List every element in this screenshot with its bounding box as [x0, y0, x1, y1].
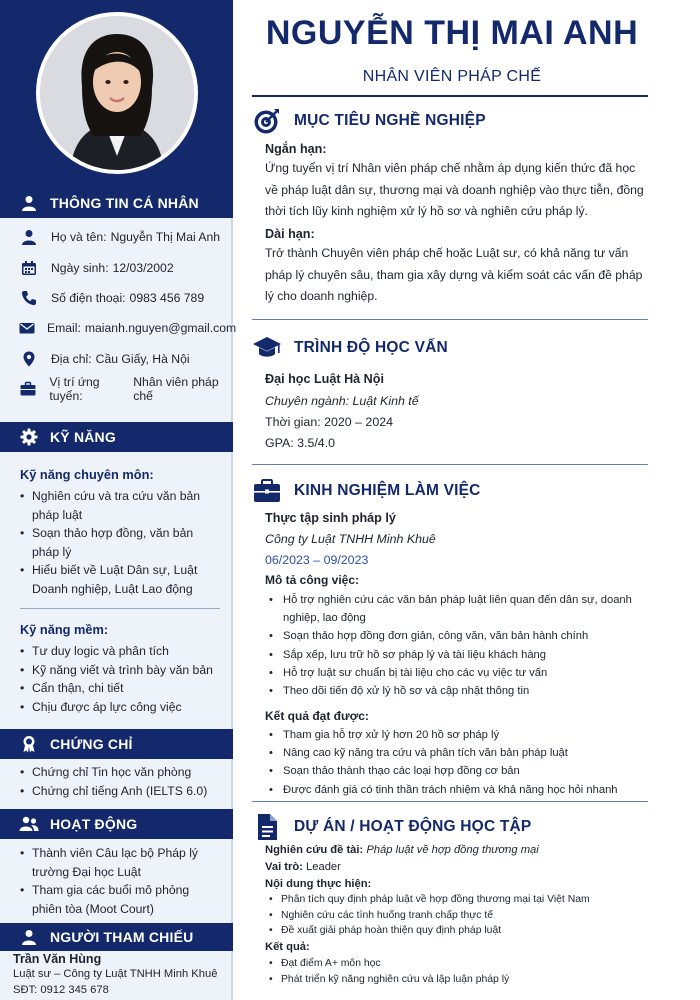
job-role: Thực tập sinh pháp lý	[265, 511, 396, 525]
major: Chuyên ngành: Luật Kinh tế	[265, 394, 419, 408]
list-item: • Chứng chỉ tiếng Anh (IELTS 6.0)	[20, 782, 220, 801]
info-row-phone: Số điện thoại: 0983 456 789	[0, 283, 233, 313]
list-item: • Hỗ trợ nghiên cứu các văn bản pháp luật liên quan đến dân sự, doanh nghiệp, lao động	[265, 591, 645, 627]
user-icon	[18, 926, 40, 948]
reference-name: Trần Văn Hùng	[13, 952, 102, 966]
list-item: • Hỗ trợ luật sư chuẩn bị tài liệu cho các vụ việc tư vấn	[265, 664, 645, 682]
job-desc-title: Mô tả công việc:	[265, 573, 360, 587]
sidebar	[0, 0, 237, 1000]
job-results-list	[265, 726, 645, 799]
list-item: • Tư duy logic và phân tích	[20, 642, 220, 661]
reference-phone: SĐT: 0912 345 678	[13, 984, 109, 996]
list-item: • Chịu được áp lực công việc	[20, 698, 220, 717]
info-row-position: Vị trí ứng tuyển: Nhân viên pháp chế	[0, 374, 233, 404]
graduation-cap-icon	[252, 333, 282, 363]
briefcase-icon	[252, 476, 282, 506]
list-item: • Đề xuất giải pháp hoàn thiện quy định pháp luật	[265, 923, 645, 939]
target-icon	[252, 106, 282, 136]
list-item: • Được đánh giá có tinh thần trách nhiệm và khả năng học hỏi nhanh	[265, 781, 645, 799]
soft-skills-title: Kỹ năng mềm:	[20, 622, 109, 637]
location-icon	[19, 349, 39, 369]
document-icon	[252, 812, 282, 842]
education-header: TRÌNH ĐỘ HỌC VẤN	[252, 333, 448, 363]
info-row-address: Địa chỉ: Cầu Giấy, Hà Nội	[0, 344, 233, 374]
avatar	[36, 12, 198, 174]
sidebar-photo-panel	[0, 0, 233, 188]
list-item: • Kỹ năng viết và trình bày văn bản	[20, 661, 220, 680]
award-icon	[18, 733, 40, 755]
objective-header: MỤC TIÊU NGHỀ NGHIỆP	[252, 106, 486, 136]
phone-icon	[19, 288, 39, 308]
project-result-list	[265, 956, 645, 987]
list-item: • Soạn thảo hợp đồng đơn giản, công văn, văn bản hành chính	[265, 627, 645, 645]
reference-header: NGƯỜI THAM CHIẾU	[0, 923, 233, 951]
personal-info-header: THÔNG TIN CÁ NHÂN	[0, 188, 233, 218]
list-item: • Phát triển kỹ năng nghiên cứu và lập luận pháp lý	[265, 972, 645, 988]
hard-skills-list	[20, 487, 220, 599]
list-item: • Đạt điểm A+ môn học	[265, 956, 645, 972]
divider	[252, 95, 648, 97]
project-role: Vai trò: Leader	[265, 861, 341, 873]
job-desc-list	[265, 591, 645, 700]
list-item: • Thành viên Câu lạc bộ Pháp lý trường Đại học Luật	[20, 844, 220, 881]
experience-header: KINH NGHIỆM LÀM VIỆC	[252, 476, 481, 506]
job-period: 06/2023 – 09/2023	[265, 553, 369, 567]
user-icon	[19, 227, 39, 247]
certificates-list	[20, 763, 220, 800]
list-item: • Theo dõi tiến độ xử lý hồ sơ và cập nhật thông tin	[265, 682, 645, 700]
list-item: • Nâng cao kỹ năng tra cứu và phân tích văn bản pháp luật	[265, 744, 645, 762]
activities-list	[20, 844, 220, 918]
divider	[20, 608, 220, 609]
candidate-name: NGUYỄN THỊ MAI ANH	[265, 14, 639, 52]
calendar-icon	[19, 258, 39, 278]
list-item: • Chứng chỉ Tin học văn phòng	[20, 763, 220, 782]
certificates-header: CHỨNG CHỈ	[0, 729, 233, 759]
study-period: Thời gian: 2020 – 2024	[265, 415, 393, 429]
hard-skills-title: Kỹ năng chuyên môn:	[20, 467, 154, 482]
divider	[252, 319, 648, 320]
projects-header: DỰ ÁN / HOẠT ĐỘNG HỌC TẬP	[252, 812, 531, 842]
gpa: GPA: 3.5/4.0	[265, 436, 336, 450]
skills-header: KỸ NĂNG	[0, 422, 233, 452]
school-name: Đại học Luật Hà Nội	[265, 372, 384, 386]
short-term-title: Ngắn hạn:	[265, 142, 327, 156]
soft-skills-list	[20, 642, 220, 716]
company-name: Công ty Luật TNHH Minh Khuê	[265, 532, 436, 546]
list-item: • Tham gia các buổi mô phỏng phiên tòa (Moot Court)	[20, 881, 220, 918]
project-topic: Nghiên cứu đề tài: Pháp luật về hợp đồng thương mại	[265, 844, 539, 856]
list-item: • Soạn thảo hợp đồng, văn bản pháp lý	[20, 524, 220, 561]
list-item: • Tham gia hỗ trợ xử lý hơn 20 hồ sơ pháp lý	[265, 726, 645, 744]
list-item: • Phân tích quy định pháp luật về hợp đồng thương mại tại Việt Nam	[265, 892, 645, 908]
long-term-title: Dài hạn:	[265, 227, 315, 241]
list-item: • Soạn thảo thành thạo các loại hợp đồng cơ bản	[265, 762, 645, 780]
divider	[252, 801, 648, 802]
gear-icon	[18, 426, 40, 448]
list-item: • Cẩn thận, chi tiết	[20, 679, 220, 698]
list-item: • Sắp xếp, lưu trữ hồ sơ pháp lý và tài liệu khách hàng	[265, 646, 645, 664]
briefcase-icon	[19, 379, 37, 399]
reference-role: Luật sư – Công ty Luật TNHH Minh Khuê	[13, 968, 218, 980]
activities-header: HOẠT ĐỘNG	[0, 809, 233, 839]
user-icon	[18, 192, 40, 214]
info-row-email: Email: maianh.nguyen@gmail.com	[0, 313, 233, 343]
personal-info-list	[0, 222, 237, 404]
project-result-title: Kết quả:	[265, 941, 310, 953]
info-row-birthday: Ngày sinh: 12/03/2002	[0, 252, 233, 282]
long-term-text: Trở thành Chuyên viên pháp chế hoặc Luật sư, có khả năng tư vấn pháp lý chuyên sâu, tham gia xây dựng và kiểm soát các vấn đề pháp lý cho doanh nghiệp.	[265, 246, 643, 304]
email-icon	[19, 318, 35, 338]
project-content-list	[265, 892, 645, 939]
info-row-name: Họ và tên: Nguyễn Thị Mai Anh	[0, 222, 233, 252]
group-icon	[18, 813, 40, 835]
list-item: • Nghiên cứu và tra cứu văn bản pháp luật	[20, 487, 220, 524]
project-content-title: Nội dung thực hiện:	[265, 878, 372, 890]
list-item: • Nghiên cứu các tình huống tranh chấp thực tế	[265, 908, 645, 924]
short-term-text: Ứng tuyển vị trí Nhân viên pháp chế nhằm áp dụng kiến thức đã học về pháp luật dân sự, thương mại và doanh nghiệp vào thực tiễn, đồng thời tích lũy kinh nghiệm xử lý hồ sơ và nghiên cứu pháp lý.	[265, 161, 644, 219]
list-item: • Hiểu biết về Luật Dân sự, Luật Doanh nghiệp, Luật Lao động	[20, 561, 220, 598]
job-results-title: Kết quả đạt được:	[265, 709, 369, 723]
candidate-title: NHÂN VIÊN PHÁP CHẾ	[362, 68, 542, 85]
divider	[252, 464, 648, 465]
